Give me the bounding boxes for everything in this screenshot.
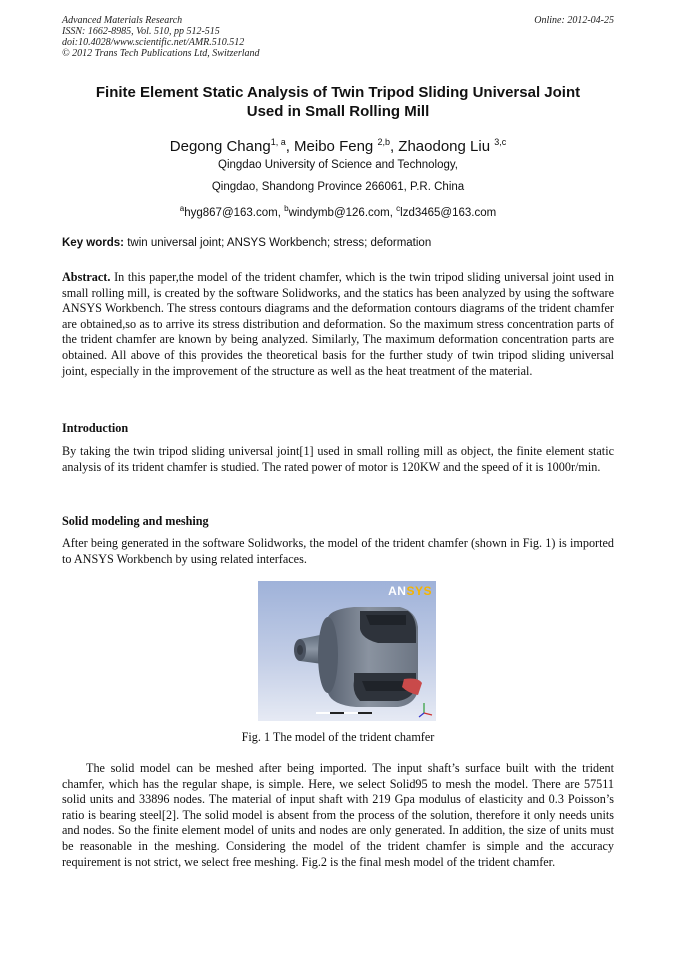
title-line-1: Finite Element Static Analysis of Twin Tripod Sliding Universal Joint — [95, 84, 581, 101]
author-name: Meibo Feng — [294, 138, 378, 155]
doi-line: doi:10.4028/www.scientific.net/AMR.510.512 — [62, 37, 245, 48]
author-name: Degong Chang — [169, 138, 271, 155]
email-address[interactable]: windymb@126.com — [288, 207, 390, 219]
keywords-label: Key words: — [62, 237, 124, 249]
email-address[interactable]: lzd3465@163.com — [400, 207, 497, 219]
author-emails — [62, 202, 614, 220]
author-affil-marker: 3,c — [494, 137, 507, 147]
paper-title — [62, 83, 614, 121]
figure-1-caption: Fig. 1 The model of the trident chamfer — [241, 730, 435, 744]
abstract — [62, 270, 614, 379]
author-separator: , — [389, 138, 399, 155]
email-separator: , — [277, 207, 285, 219]
abstract-label: Abstract. — [62, 270, 111, 284]
cad-3d-model-icon — [258, 581, 436, 721]
section-heading-solid-modeling: Solid modeling and meshing — [62, 514, 209, 528]
author-list — [62, 133, 614, 156]
affiliation-line-1: Qingdao University of Science and Technology, — [218, 159, 458, 171]
online-date: Online: 2012-04-25 — [534, 15, 614, 26]
issn-line: ISSN: 1662-8985, Vol. 510, pp 512-515 — [62, 26, 220, 37]
section-heading-introduction: Introduction — [62, 421, 129, 435]
author-name: Zhaodong Liu — [398, 138, 495, 155]
email-separator: , — [389, 207, 397, 219]
keywords-text: twin universal joint; ANSYS Workbench; stress; deformation — [124, 237, 432, 249]
email-marker: c — [396, 204, 401, 213]
email-marker: b — [284, 204, 289, 213]
keywords — [62, 236, 614, 250]
author-affil-marker: 2,b — [377, 137, 390, 147]
abstract-text: In this paper,the model of the trident chamfer, which is the twin tripod sliding universal joint used in small rolling mill, is created by the software Solidworks, and the statics has been analyzed by using the software ANSYS Workbench. The stress contours diagrams and the deformation contours diagrams of the trident chamfer are obtained,so as to arrive its stress distribution and deformation. So the maximum stress concentration parts of the trident chamfer are known by being analyzed. Similarly, The maximum deformation concentration parts are obtained. All above of this provides the theoretical basis for the further study of twin tripod sliding universal joint, especially in the improvement of the structure as well as the heat treatment of the material. — [62, 270, 614, 378]
ansys-logo: ANSYS — [388, 584, 432, 598]
journal-name: Advanced Materials Research — [62, 15, 183, 26]
title-line-2: Used in Small Rolling Mill — [246, 103, 430, 120]
author-separator: , — [285, 138, 295, 155]
figure-1-cad-model — [258, 581, 436, 721]
copyright-line: © 2012 Trans Tech Publications Ltd, Switzerland — [62, 48, 260, 59]
email-address[interactable]: hyg867@163.com — [184, 207, 278, 219]
meshing-text: The solid model can be meshed after being imported. The input shaft’s surface built with the trident chamfer, which has the regular shape, is simple. Here, we select Solid95 to mesh the model. There are 57511 solid units and 33896 nodes. The material of input shaft with 219 Gpa modulus of elasticity and 0.3 Poisson’s ratio is bearing steel[2]. The solid model is absent from the process of the solution, therefore it only needs units and nodes. So the finite element model of units and nodes are only generated. In addition, the size of units must be reasonable in the meshing. Considering the model of the trident chamfer is simple and the accuracy requirement is not strict, we select free meshing. Fig.2 is the final mesh model of the trident chamfer. — [62, 761, 614, 869]
journal-header — [62, 15, 260, 59]
introduction-text: By taking the twin tripod sliding universal joint[1] used in small rolling mill as object, the finite element static analysis of its trident chamfer is studied. The rated power of motor is 120KW and the speed of it is 1000r/min. — [62, 444, 614, 474]
author-affil-marker: 1, a — [270, 137, 286, 147]
solid-modeling-text: After being generated in the software Solidworks, the model of the trident chamfer (shown in Fig. 1) is imported to ANSYS Workbench by using related interfaces. — [62, 536, 614, 566]
affiliation-line-2: Qingdao, Shandong Province 266061, P.R. China — [211, 181, 465, 193]
email-marker: a — [179, 204, 185, 213]
